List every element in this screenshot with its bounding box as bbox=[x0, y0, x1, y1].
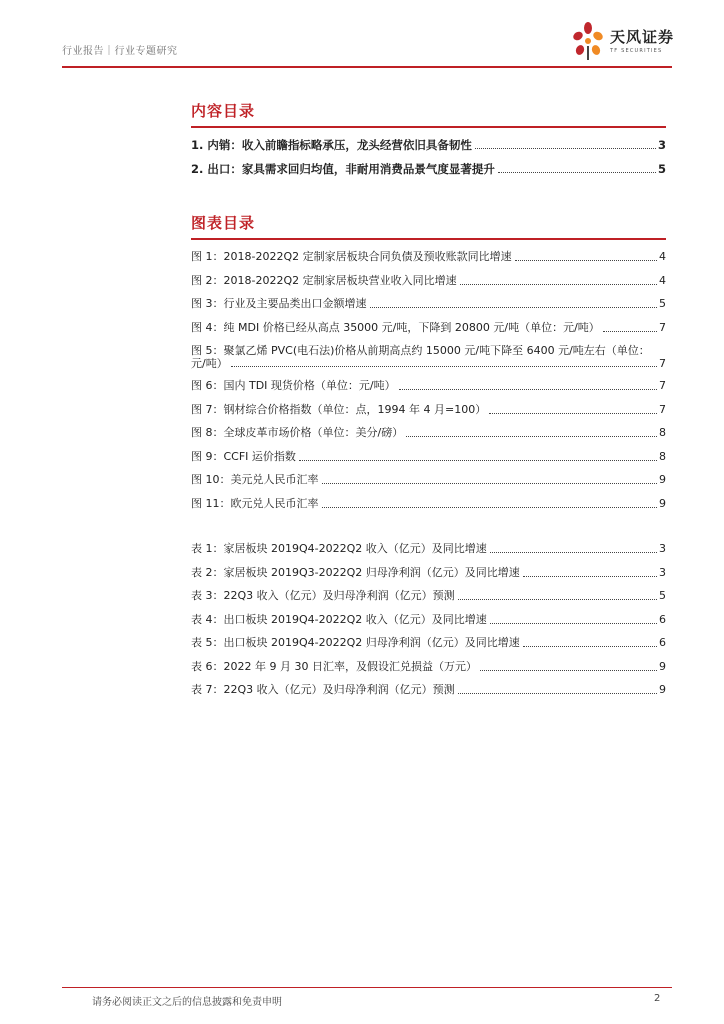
leader-dots bbox=[460, 283, 657, 285]
table-item[interactable] bbox=[191, 542, 666, 556]
figure-item-text: 图 1：2018-2022Q2 定制家居板块合同负债及预收账款同比增速 bbox=[191, 250, 512, 263]
leader-dots bbox=[299, 459, 657, 461]
table-item[interactable] bbox=[191, 613, 666, 627]
table-item-text: 表 3：22Q3 收入（亿元）及归母净利润（亿元）预测 bbox=[191, 589, 455, 602]
figure-item-text-continued: 元/吨） bbox=[191, 357, 228, 370]
table-item-text: 表 4：出口板块 2019Q4-2022Q2 收入（亿元）及同比增速 bbox=[191, 612, 487, 626]
figure-item[interactable] bbox=[191, 250, 666, 264]
leader-dots bbox=[475, 147, 656, 149]
figure-item-text: 图 9：CCFI 运价指数 bbox=[191, 449, 296, 463]
header-breadcrumb: 行业报告｜行业专题研究 bbox=[62, 46, 178, 57]
figure-item-text: 图 3：行业及主要品类出口金额增速 bbox=[191, 297, 367, 310]
leader-dots bbox=[458, 598, 657, 600]
toc-item-page: 3 bbox=[657, 138, 666, 152]
figure-item-page: 8 bbox=[659, 449, 666, 463]
leader-dots bbox=[490, 622, 657, 624]
figure-item-text: 图 10：美元兑人民币汇率 bbox=[191, 473, 319, 486]
footer-divider bbox=[62, 987, 672, 988]
figure-item[interactable] bbox=[191, 473, 666, 487]
figures-title: 图表目录 bbox=[191, 212, 666, 240]
figure-item-page: 4 bbox=[659, 250, 666, 263]
leader-dots bbox=[458, 692, 657, 694]
table-item-page: 9 bbox=[659, 659, 666, 673]
figure-item-page: 4 bbox=[659, 273, 666, 287]
table-list bbox=[191, 542, 666, 697]
table-item-text: 表 5：出口板块 2019Q4-2022Q2 归母净利润（亿元）及同比增速 bbox=[191, 636, 520, 649]
table-item[interactable] bbox=[191, 636, 666, 650]
figure-item-page: 9 bbox=[659, 473, 666, 486]
figure-item-text: 图 5：聚氯乙烯 PVC(电石法)价格从前期高点约 15000 元/吨下降至 6400 元/吨左右（单位： bbox=[191, 344, 650, 357]
table-item[interactable] bbox=[191, 683, 666, 697]
logo-subtitle: TF SECURITIES bbox=[610, 48, 663, 54]
toc-item-text: 1. 内销：收入前瞻指标略承压，龙头经营依旧具备韧性 bbox=[191, 138, 472, 152]
table-item-page: 3 bbox=[659, 565, 666, 579]
toc-item[interactable] bbox=[191, 162, 666, 176]
table-item-text: 表 2：家居板块 2019Q3-2022Q2 归母净利润（亿元）及同比增速 bbox=[191, 565, 520, 579]
figure-item-page: 7 bbox=[659, 357, 666, 370]
leader-dots bbox=[515, 259, 657, 261]
leader-dots bbox=[322, 506, 658, 508]
figure-item[interactable] bbox=[191, 403, 666, 417]
figure-item[interactable] bbox=[191, 497, 666, 511]
leader-dots bbox=[370, 306, 658, 308]
figure-item[interactable] bbox=[191, 344, 666, 370]
figure-list bbox=[191, 250, 666, 511]
figure-item-page: 7 bbox=[659, 320, 666, 334]
table-item-page: 6 bbox=[659, 636, 666, 649]
table-item-page: 5 bbox=[659, 589, 666, 602]
flower-logo-icon bbox=[568, 20, 608, 64]
figure-item-text: 图 11：欧元兑人民币汇率 bbox=[191, 496, 319, 510]
company-logo bbox=[568, 20, 676, 64]
leader-dots bbox=[603, 330, 657, 332]
figure-item-page: 7 bbox=[659, 379, 666, 392]
leader-dots bbox=[489, 412, 657, 414]
table-item-text: 表 6：2022 年 9 月 30 日汇率，及假设汇兑损益（万元） bbox=[191, 659, 477, 673]
figure-item-page: 8 bbox=[659, 426, 666, 439]
figure-item[interactable] bbox=[191, 379, 666, 393]
table-item-text: 表 7：22Q3 收入（亿元）及归母净利润（亿元）预测 bbox=[191, 683, 455, 696]
figure-item-text: 图 6：国内 TDI 现货价格（单位：元/吨） bbox=[191, 379, 396, 392]
figure-item-text: 图 4：纯 MDI 价格已经从高点 35000 元/吨，下降到 20800 元/吨（单位：元/吨） bbox=[191, 320, 600, 334]
figure-item[interactable] bbox=[191, 321, 666, 335]
figure-item[interactable] bbox=[191, 450, 666, 464]
table-item-page: 9 bbox=[659, 683, 666, 696]
leader-dots bbox=[231, 365, 657, 367]
contents-title: 内容目录 bbox=[191, 100, 666, 128]
toc-item-text: 2. 出口：家具需求回归均值，非耐用消费品景气度显著提升 bbox=[191, 162, 495, 176]
leader-dots bbox=[523, 575, 657, 577]
leader-dots bbox=[490, 551, 657, 553]
figure-item-text: 图 8：全球皮革市场价格（单位：美分/磅） bbox=[191, 426, 404, 439]
table-item-page: 6 bbox=[659, 612, 666, 626]
table-item[interactable] bbox=[191, 589, 666, 603]
toc-item-page: 5 bbox=[657, 162, 666, 176]
table-item[interactable] bbox=[191, 566, 666, 580]
table-of-contents bbox=[191, 100, 666, 707]
table-item-text: 表 1：家居板块 2019Q4-2022Q2 收入（亿元）及同比增速 bbox=[191, 542, 487, 555]
table-item-page: 3 bbox=[659, 542, 666, 555]
leader-dots bbox=[480, 669, 657, 671]
figure-item-page: 9 bbox=[659, 496, 666, 510]
figure-item-page: 5 bbox=[659, 297, 666, 310]
leader-dots bbox=[498, 171, 656, 173]
figure-item-text: 图 7：钢材综合价格指数（单位：点，1994 年 4 月=100） bbox=[191, 402, 487, 416]
header-divider bbox=[62, 66, 672, 68]
leader-dots bbox=[406, 435, 657, 437]
toc-item[interactable] bbox=[191, 138, 666, 152]
leader-dots bbox=[523, 645, 657, 647]
table-item[interactable] bbox=[191, 660, 666, 674]
footer-disclaimer: 请务必阅读正文之后的信息披露和免责申明 bbox=[92, 997, 282, 1008]
figure-item-page: 7 bbox=[659, 402, 666, 416]
figure-item[interactable] bbox=[191, 426, 666, 440]
figure-item[interactable] bbox=[191, 274, 666, 288]
leader-dots bbox=[322, 482, 658, 484]
page-number: 2 bbox=[654, 993, 661, 1004]
logo-name: 天风证券 bbox=[610, 28, 675, 46]
figure-item[interactable] bbox=[191, 297, 666, 311]
leader-dots bbox=[399, 388, 657, 390]
figure-item-text: 图 2：2018-2022Q2 定制家居板块营业收入同比增速 bbox=[191, 273, 457, 287]
